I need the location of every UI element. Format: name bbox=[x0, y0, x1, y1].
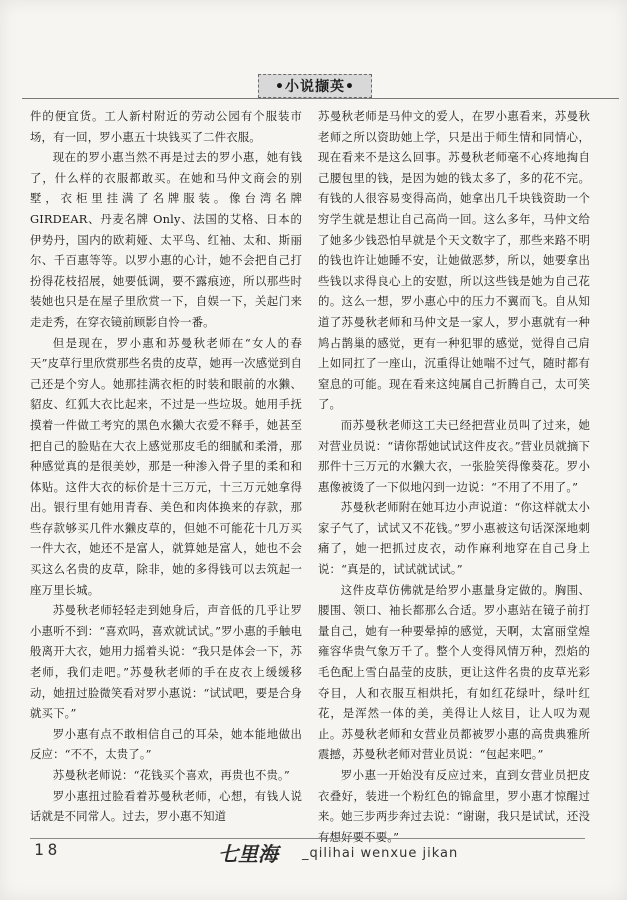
page-number: 18 bbox=[34, 840, 62, 859]
left-text-column bbox=[30, 106, 302, 824]
paragraph: 苏曼秋老师是马仲文的爱人，在罗小惠看来，苏曼秋老师之所以资助她上学，只是出于师生情和同情心，现在看来不是这么回事。苏曼秋老师毫不心疼地掏自己腰包里的钱，是因为她的钱太多了，多的花不完。有钱的人很容易变得高尚，她拿出几千块钱资助一个穷学生就是想让自己高尚一回。这么多年，马仲文给了她多少钱恐怕早就是个天文数字了，那些来路不明的钱也许让她睡不安，让她做恶梦，所以，她要拿出些钱以求得良心上的安慰，所以这些钱是她为自己花的。这么一想，罗小惠心中的压力不翼而飞。自从知道了苏曼秋老师和马仲文是一家人，罗小惠就有一种鸠占鹊巢的感觉，更有一种犯罪的感觉，觉得自己肩上如同扛了一座山，沉重得让她喘不过气，随时都有窒息的可能。现在看来这纯属自己折腾自己，太可笑了。 bbox=[318, 109, 590, 412]
header-rule bbox=[22, 98, 619, 99]
paragraph: 但是现在，罗小惠和苏曼秋老师在“女人的春天”皮草行里欣赏那些名贵的皮草，她再一次感觉到自己还是个穷人。她那挂满衣柜的时装和眼前的水獭、貂皮、红狐大衣比起来，不过是一些垃圾。她用手抚摸着一件做工考究的黑色水獭大衣爱不释手，她甚至把自己的脸贴在大衣上感觉那皮毛的细腻和柔滑，那种感觉真的是很美妙，那是一种渗入骨子里的柔和和体贴。这件大衣的标价是十三万元，十三万元她拿得出。银行里有她用青春、美色和肉体换来的存款，那些存款够买几件水獭皮草的，但她不可能花十几万买一件大衣，她还不是富人，就算她是富人，她也不会买这么名贵的皮草，除非，她的多得钱可以去筑起一座万里长城。 bbox=[30, 335, 302, 597]
paragraph: 罗小惠扭过脸看着苏曼秋老师，心想，有钱人说话就是不同常人。过去，罗小惠不知道 bbox=[30, 788, 302, 824]
footer-rule bbox=[30, 838, 585, 839]
paragraph: 苏曼秋老师轻轻走到她身后，声音低的几乎让罗小惠听不到：“喜欢吗，喜欢就试试。”罗小惠的手触电般离开大衣，她用力摇着头说：“我只是体会一下，苏老师，我们走吧。”苏曼秋老师的手在皮衣上缓缓移动，她扭过脸微笑看对罗小惠说：“试试吧，要是合身就买下。” bbox=[30, 603, 302, 721]
paragraph: 件的便宜货。工人新村附近的劳动公园有个服装市场，有一回，罗小惠五十块钱买了二件衣服。 bbox=[30, 109, 302, 144]
paragraph: 罗小惠有点不敢相信自己的耳朵，她本能地做出反应：“不不，太贵了。” bbox=[30, 726, 302, 762]
paragraph: 苏曼秋老师附在她耳边小声说道：“你这样就太小家子气了，试试又不花钱。”罗小惠被这句话深深地刺痛了，她一把抓过皮衣，动作麻利地穿在自己身上说：“真是的，试试就试试。” bbox=[318, 500, 590, 577]
column-section-tag: •小说撷英• bbox=[258, 74, 372, 98]
magazine-name-calligraphy: 七里海 bbox=[218, 842, 278, 866]
paragraph: 现在的罗小惠当然不再是过去的罗小惠，她有钱了，什么样的衣服都敢买。在她和马仲文商会的别墅，衣柜里挂满了名牌服装。像台湾名牌 GIRDEAR、丹麦名牌 Only、法国的艾格、日本的伊势丹，国内的欧莉娅、太平鸟、红袖、太和、斯丽尔、千百惠等等。以罗小惠的心计，她不会把自己打扮得花枝招展，她要低调，要不露痕迹，所以那些时装她也只是在屋子里欣赏一下，自娱一下，关起门来走走秀，在穿衣镜前顾影自怜一番。 bbox=[30, 150, 302, 329]
paragraph: 这件皮草仿佛就是给罗小惠量身定做的。胸围、腰围、领口、袖长都那么合适。罗小惠站在镜子前打量自己，她有一种要晕掉的感觉，天啊，太富丽堂煌雍容华贵气象万千了。整个人变得风情万种，烈焰的毛色配上雪白晶莹的皮肤，更让这件名贵的皮草光彩夺目，人和衣服互相烘托，有如红花绿叶，绿叶红花，是浑然一体的美，美得让人炫目，让人叹为观止。苏曼秋老师和女营业员都被罗小惠的高贵典雅所震撼，苏曼秋老师对营业员说：“包起来吧。” bbox=[318, 582, 590, 762]
paragraph: 罗小惠一开始没有反应过来，直到女营业员把皮衣叠好，装进一个粉红色的锦盒里，罗小惠才惊醒过来。她三步两步奔过去说：“谢谢，我只是试试，还没有想好要不要。” bbox=[318, 768, 590, 844]
right-text-column bbox=[318, 106, 590, 844]
paragraph: 而苏曼秋老师这工夫已经把营业员叫了过来，她对营业员说：“请你帮她试试这件皮衣。”营业员就摘下那件十三万元的水獭大衣，一张脸笑得像葵花。罗小惠像被烫了一下似地闪到一边说：“不用了不用了。” bbox=[318, 417, 590, 494]
magazine-name-pinyin: _qilihai wenxue jikan bbox=[302, 846, 459, 861]
paragraph: 苏曼秋老师说：“花钱买个喜欢，再贵也不贵。” bbox=[52, 768, 290, 782]
